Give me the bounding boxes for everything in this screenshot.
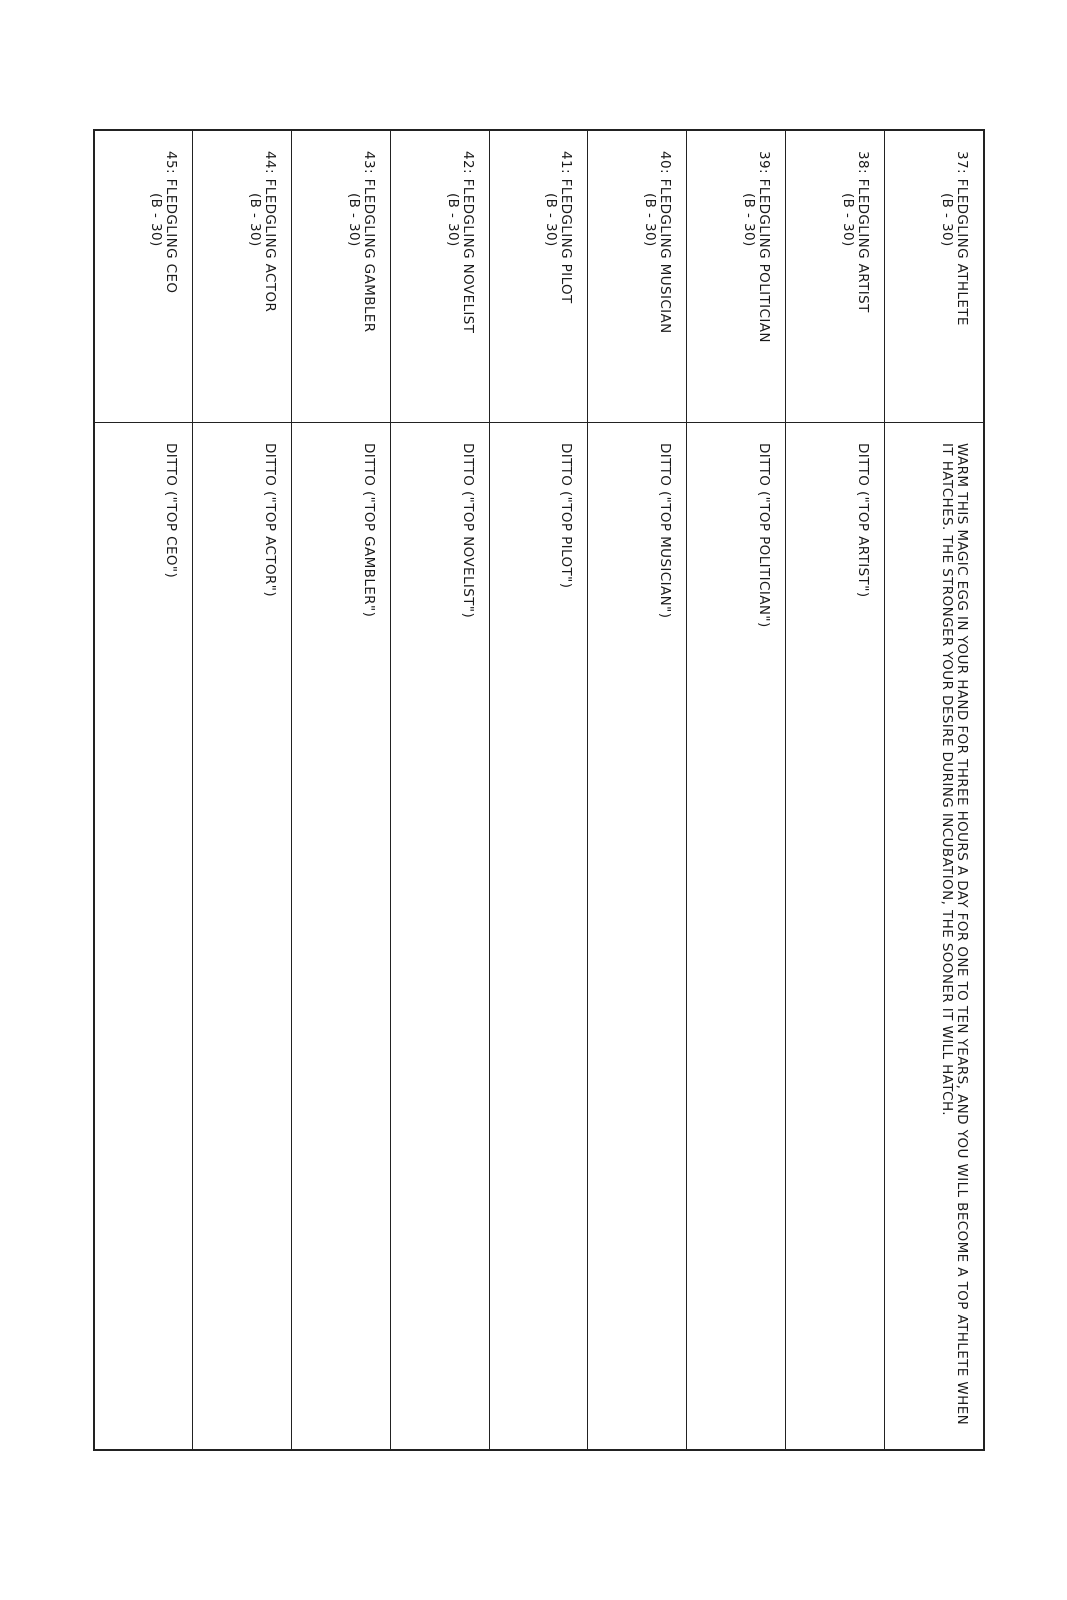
card-name: 45: FLEDGLING CEO [162,151,179,294]
table-row [390,131,489,1449]
card-rank: (B - 30) [246,193,263,247]
card-rank: (B - 30) [444,193,461,247]
card-rank: (B - 30) [147,193,164,247]
table-row [785,131,884,1449]
table-row [291,131,390,1449]
card-name: 37: FLEDGLING ATHLETE [954,151,970,326]
table-row [93,131,192,1449]
card-name: 41: FLEDGLING PILOT [558,151,575,304]
card-name-cell [885,131,983,423]
card-name-cell [786,131,884,423]
card-name-cell [588,131,686,423]
card-name: 44: FLEDGLING ACTOR [261,151,278,313]
card-description: DITTO ("TOP CEO") [162,443,179,579]
card-description: DITTO ("TOP ARTIST") [855,443,872,598]
card-name: 38: FLEDGLING ARTIST [855,151,872,313]
card-name: 39: FLEDGLING POLITICIAN [756,151,773,343]
card-rank: (B - 30) [939,193,955,247]
table-row [489,131,588,1449]
card-description: DITTO ("TOP GAMBLER") [360,443,377,618]
card-name-cell [193,131,291,423]
table-row [587,131,686,1449]
card-name: 43: FLEDGLING GAMBLER [360,151,377,333]
table-row [192,131,291,1449]
table-row [686,131,785,1449]
card-description: WARM THIS MAGIC EGG IN YOUR HAND FOR THREE HOURS A DAY FOR ONE TO TEN YEARS, AND YOU WILL BECOME A TOP ATHLETE WHEN IT HATCHES. THE STRONGER YOUR DESIRE DURING INCUBATION, THE SOONER IT WILL HATCH. [939,443,970,1426]
card-name-cell [93,131,192,423]
card-name-cell [687,131,785,423]
card-rank: (B - 30) [741,193,758,247]
card-description: DITTO ("TOP POLITICIAN") [756,443,773,628]
card-rank: (B - 30) [543,193,560,247]
card-name-cell [391,131,489,423]
card-table [93,129,985,1451]
table-row [884,131,983,1449]
card-description: DITTO ("TOP NOVELIST") [459,443,476,619]
card-description: DITTO ("TOP PILOT") [558,443,575,589]
card-rank: (B - 30) [642,193,659,247]
card-name: 42: FLEDGLING NOVELIST [459,151,476,334]
card-description: DITTO ("TOP ACTOR") [261,443,278,598]
card-rank: (B - 30) [345,193,362,247]
card-name: 40: FLEDGLING MUSICIAN [657,151,674,334]
card-name-cell [490,131,588,423]
card-name-cell [292,131,390,423]
card-rank: (B - 30) [840,193,857,247]
card-description: DITTO ("TOP MUSICIAN") [657,443,674,619]
